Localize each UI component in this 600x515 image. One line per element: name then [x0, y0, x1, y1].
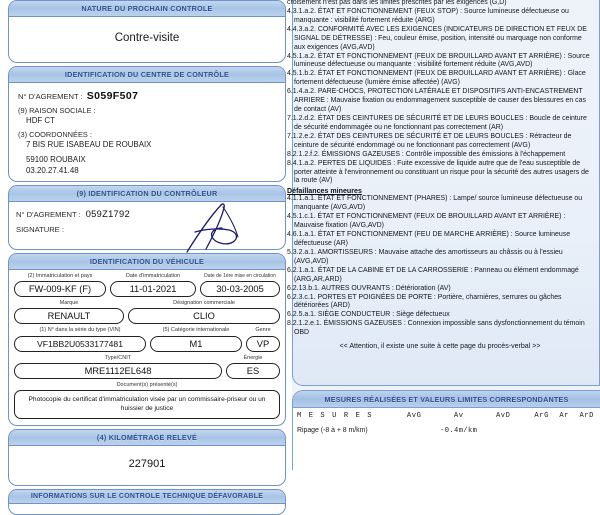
controller-signature-row [16, 225, 278, 234]
vehicle-header: IDENTIFICATION DU VÉHICULE [9, 254, 285, 270]
measure-ard [574, 423, 600, 438]
center-agrement-label: N° D'AGREMENT : [18, 92, 83, 101]
unfavorable-panel [8, 489, 286, 515]
mileage-panel [8, 429, 286, 486]
field-type-cnit [14, 355, 222, 379]
vehicle-body [9, 270, 285, 425]
left-column [0, 0, 292, 501]
measures-col-avd: AvD [495, 411, 511, 420]
field-date-circulation [200, 273, 280, 297]
field-designation [128, 300, 280, 324]
measure-avd [490, 423, 516, 438]
defect-item: croisement n'est pas dans les limites prescrites par les exigences (G,D) [287, 0, 507, 6]
center-agrement-value: S059F507 [86, 90, 139, 102]
defects-panel [287, 0, 600, 386]
date-circ-value: 30-03-2005 [200, 281, 280, 297]
measure-gap [516, 423, 528, 438]
controller-header: (9) IDENTIFICATION DU CONTRÔLEUR [9, 186, 285, 202]
defect-item: 7.1.2.e.2. ÉTAT DES CEINTURES DE SÉCURITÉ ET DE LEURS BOUCLES : Rétracteur de ceinture de sécurité endommagé ou ne fonctionnant pas correctement (AVG) [287, 132, 572, 149]
minor-defect-item: 6.2.3.c.1. PORTES ET POIGNÉES DE PORTE : Portière, charnières, serrures ou gâches détériorées (ARD) [287, 293, 562, 310]
documents-value: Photocopie du certificat d'immatriculation visée par un commissaire-priseur ou un huissier de justice [14, 390, 280, 420]
immat-value: FW-009-KF (F) [14, 281, 106, 297]
controller-signature-label: SIGNATURE : [16, 225, 64, 235]
field-date-immatriculation [110, 273, 196, 297]
center-agrement-row [18, 90, 278, 102]
vehicle-row-4 [14, 355, 280, 379]
minor-defect-item: 6.2.5.a.1. SIÈGE CONDUCTEUR : Siège défectueux [287, 311, 450, 319]
field-genre [246, 327, 280, 351]
measures-col-av: Av [453, 411, 464, 420]
date-immat-label: Date d'immatriculation [125, 273, 181, 280]
field-vin [14, 327, 146, 351]
next-control-body [9, 17, 285, 62]
measure-row-label: Ripage (-8 à + 8 m/km) [297, 427, 368, 434]
center-phone: 03.20.27.41.48 [26, 165, 79, 175]
controller-body [9, 202, 285, 249]
measures-table-body [293, 423, 600, 438]
vehicle-row-2 [14, 300, 280, 324]
next-control-value: Contre-visite [114, 32, 180, 44]
measures-col-gap [516, 408, 528, 423]
right-column [287, 0, 600, 470]
energie-label: Énergie [243, 354, 263, 361]
field-categorie [150, 327, 242, 351]
center-address-line2: 59100 ROUBAIX [26, 155, 86, 165]
minor-defect-item: 6.2.1.a.1. ÉTAT DE LA CABINE ET DE LA CARROSSERIE : Panneau ou élément endommagé (ARG,AR,ARD) [287, 266, 579, 283]
minor-defect-item: 4.6.1.a.1. ÉTAT ET FONCTIONNEMENT (FEU DE MARCHE ARRIÈRE) : Source lumineuse défectueuse (AR) [287, 231, 571, 247]
control-center-header: IDENTIFICATION DU CENTRE DE CONTRÔLE [9, 67, 285, 83]
defect-item: 6.1.4.a.2. PARE-CHOCS, PROTECTION LATÉRALE ET DISPOSITIFS ANTI-ENCASTREMENT ARRIERE : Mauvaise fixation ou endommagement susceptible de causer des blessures en cas de contact (AV) [287, 88, 586, 114]
continuation-note: << Attention, il existe une suite à cette page du procès-verbal >> [339, 343, 541, 351]
next-control-panel [8, 0, 286, 63]
mileage-value: 227901 [128, 458, 166, 471]
defect-item: 8.2.1.2.f.2. ÉMISSIONS GAZEUSES : Contrôle impossible des émissions à l'échappement [287, 150, 566, 158]
measures-header: MESURES RÉALISÉES ET VALEURS LIMITES CORRESPONDANTES [293, 391, 600, 408]
center-raison-value: HDF CT [26, 115, 55, 125]
minor-defect-item: 8.2.1.2.e.1. ÉMISSIONS GAZEUSES : Connexion impossible sans dysfonctionnement du témoin OBD [287, 320, 585, 337]
measures-col-avg: AvG [406, 411, 422, 420]
defect-item: 8.4.1.a.2. PERTES DE LIQUIDES : Fuite excessive de liquide autre que de l'eau susceptible de porter atteinte à l'environnement ou constituant un risque pour la sécurité des autres usagers de la route (AV) [287, 159, 589, 185]
vehicle-row-1 [14, 273, 280, 297]
controller-agrement-row [16, 209, 278, 219]
center-coord-label: (3) COORDONNÉES : [18, 130, 92, 140]
center-address-line1: 7 BIS RUE ISABEAU DE ROUBAIX [26, 139, 152, 149]
minor-defect-item: 5.3.2.a.1. AMORTISSEURS : Mauvaise attache des amortisseurs au châssis ou à l'essieu (AVG,AVD) [287, 248, 563, 265]
measures-table [293, 408, 600, 438]
field-energie [226, 355, 280, 379]
measure-av: -0.4m/km [440, 426, 478, 435]
measure-avg [401, 423, 427, 438]
measures-col-label: M E S U R E S [297, 411, 374, 420]
minor-defect-item: 4.1.1.a.1. ÉTAT ET FONCTIONNEMENT (PHARES) : Lampe/ source lumineuse défectueuse ou manquante (AVG,AVD) [287, 195, 583, 212]
center-raison-label: (9) RAISON SOCIALE : [18, 106, 96, 115]
measures-col-ard: ArD [579, 411, 595, 420]
control-center-panel [8, 66, 286, 182]
designation-label: Désignation commerciale [173, 300, 235, 307]
measure-arg [528, 423, 554, 438]
energie-value: ES [226, 363, 280, 379]
measures-panel [292, 390, 600, 470]
defect-item: 4.3.1.a.2. ÉTAT ET FONCTIONNEMENT (FEUX STOP) : Source lumineuse défectueuse ou manquante : visibilité fortement réduite (ARG) [287, 7, 569, 24]
categorie-value: M1 [150, 336, 242, 352]
field-immatriculation [14, 273, 106, 297]
measures-table-head [293, 408, 600, 423]
vin-value: VF1BB2U0533177481 [14, 336, 146, 352]
date-circ-label: Date de 1ère mise en circulation [204, 273, 276, 280]
control-center-body [9, 83, 285, 181]
measures-col-ar: Ar [559, 411, 570, 420]
vehicle-row-3 [14, 327, 280, 351]
major-defects-list [287, 0, 593, 351]
defect-item: 7.1.2.d.2. ÉTAT DES CEINTURES DE SÉCURITÉ ET DE LEURS BOUCLES : Boucle de ceinture de sécurité endommagée ou ne fonctionnant pas correctement (AR) [287, 114, 587, 131]
controller-agrement-value: 059Z1792 [85, 209, 130, 220]
marque-value: RENAULT [14, 308, 124, 324]
measure-ar [555, 423, 574, 438]
measures-col-arg: ArG [534, 411, 549, 420]
controller-panel [8, 185, 286, 250]
designation-value: CLIO [128, 308, 280, 324]
vehicle-panel [8, 253, 286, 426]
vin-label: (1) N° dans la série du type (VIN) [39, 327, 121, 334]
categorie-label: (5) Catégorie internationale [162, 327, 230, 334]
table-row [293, 423, 600, 438]
mileage-header: (4) KILOMÉTRAGE RELEVÉ [9, 430, 285, 446]
minor-defect-item: 4.5.1.c.1. ÉTAT ET FONCTIONNEMENT (FEUX DE BROUILLARD AVANT ET ARRIÈRE) : Mauvaise fixation (AVG,AVD) [287, 213, 566, 230]
defect-item: 4.5.1.a.2. ÉTAT ET FONCTIONNEMENT (FEUX DE BROUILLARD AVANT ET ARRIÈRE) : Source lumineuse défectueuse ou manquante : visibilité fortement réduite (AVG,AVD) [287, 52, 590, 69]
marque-label: Marque [59, 300, 79, 307]
defect-item: 4.5.1.b.2. ÉTAT ET FONCTIONNEMENT (FEUX DE BROUILLARD AVANT ET ARRIÈRE) : Glace fortement défectueuse (lumière émise affectée) (AVG) [287, 70, 586, 87]
field-marque [14, 300, 124, 324]
next-control-header: NATURE DU PROCHAIN CONTROLE [9, 1, 285, 17]
mileage-body [9, 446, 285, 485]
type-value: MRE1112EL648 [14, 363, 222, 379]
defect-item: 4.4.3.a.2. CONFORMITÉ AVEC LES EXIGENCES (INDICATEURS DE DIRECTION ET FEUX DE SIGNAL DE DÉTRESSE) : Feu, couleur émise, position, intensité ou marquage non conforme aux exigences (AVG,AVD) [287, 25, 587, 51]
genre-value: VP [246, 336, 280, 352]
immat-label: (2) Immatriculation et pays [27, 273, 93, 280]
minor-defects-header: Défaillances mineures [287, 186, 362, 195]
date-immat-value: 11-01-2021 [110, 281, 196, 297]
unfavorable-header: INFORMATIONS SUR LE CONTROLE TECHNIQUE DÉFAVORABLE [9, 490, 285, 504]
controller-agrement-label: N° D'AGREMENT : [16, 210, 81, 220]
measures-header-row [293, 408, 600, 423]
genre-label: Genre [255, 327, 271, 334]
unfavorable-body [9, 504, 285, 514]
minor-defect-item: 6.2.13.b.1. AUTRES OUVRANTS : Détérioration (AV) [287, 284, 451, 292]
documents-label: Document(s) présenté(s) [116, 381, 178, 388]
type-label: Type/CNIT [104, 354, 132, 361]
